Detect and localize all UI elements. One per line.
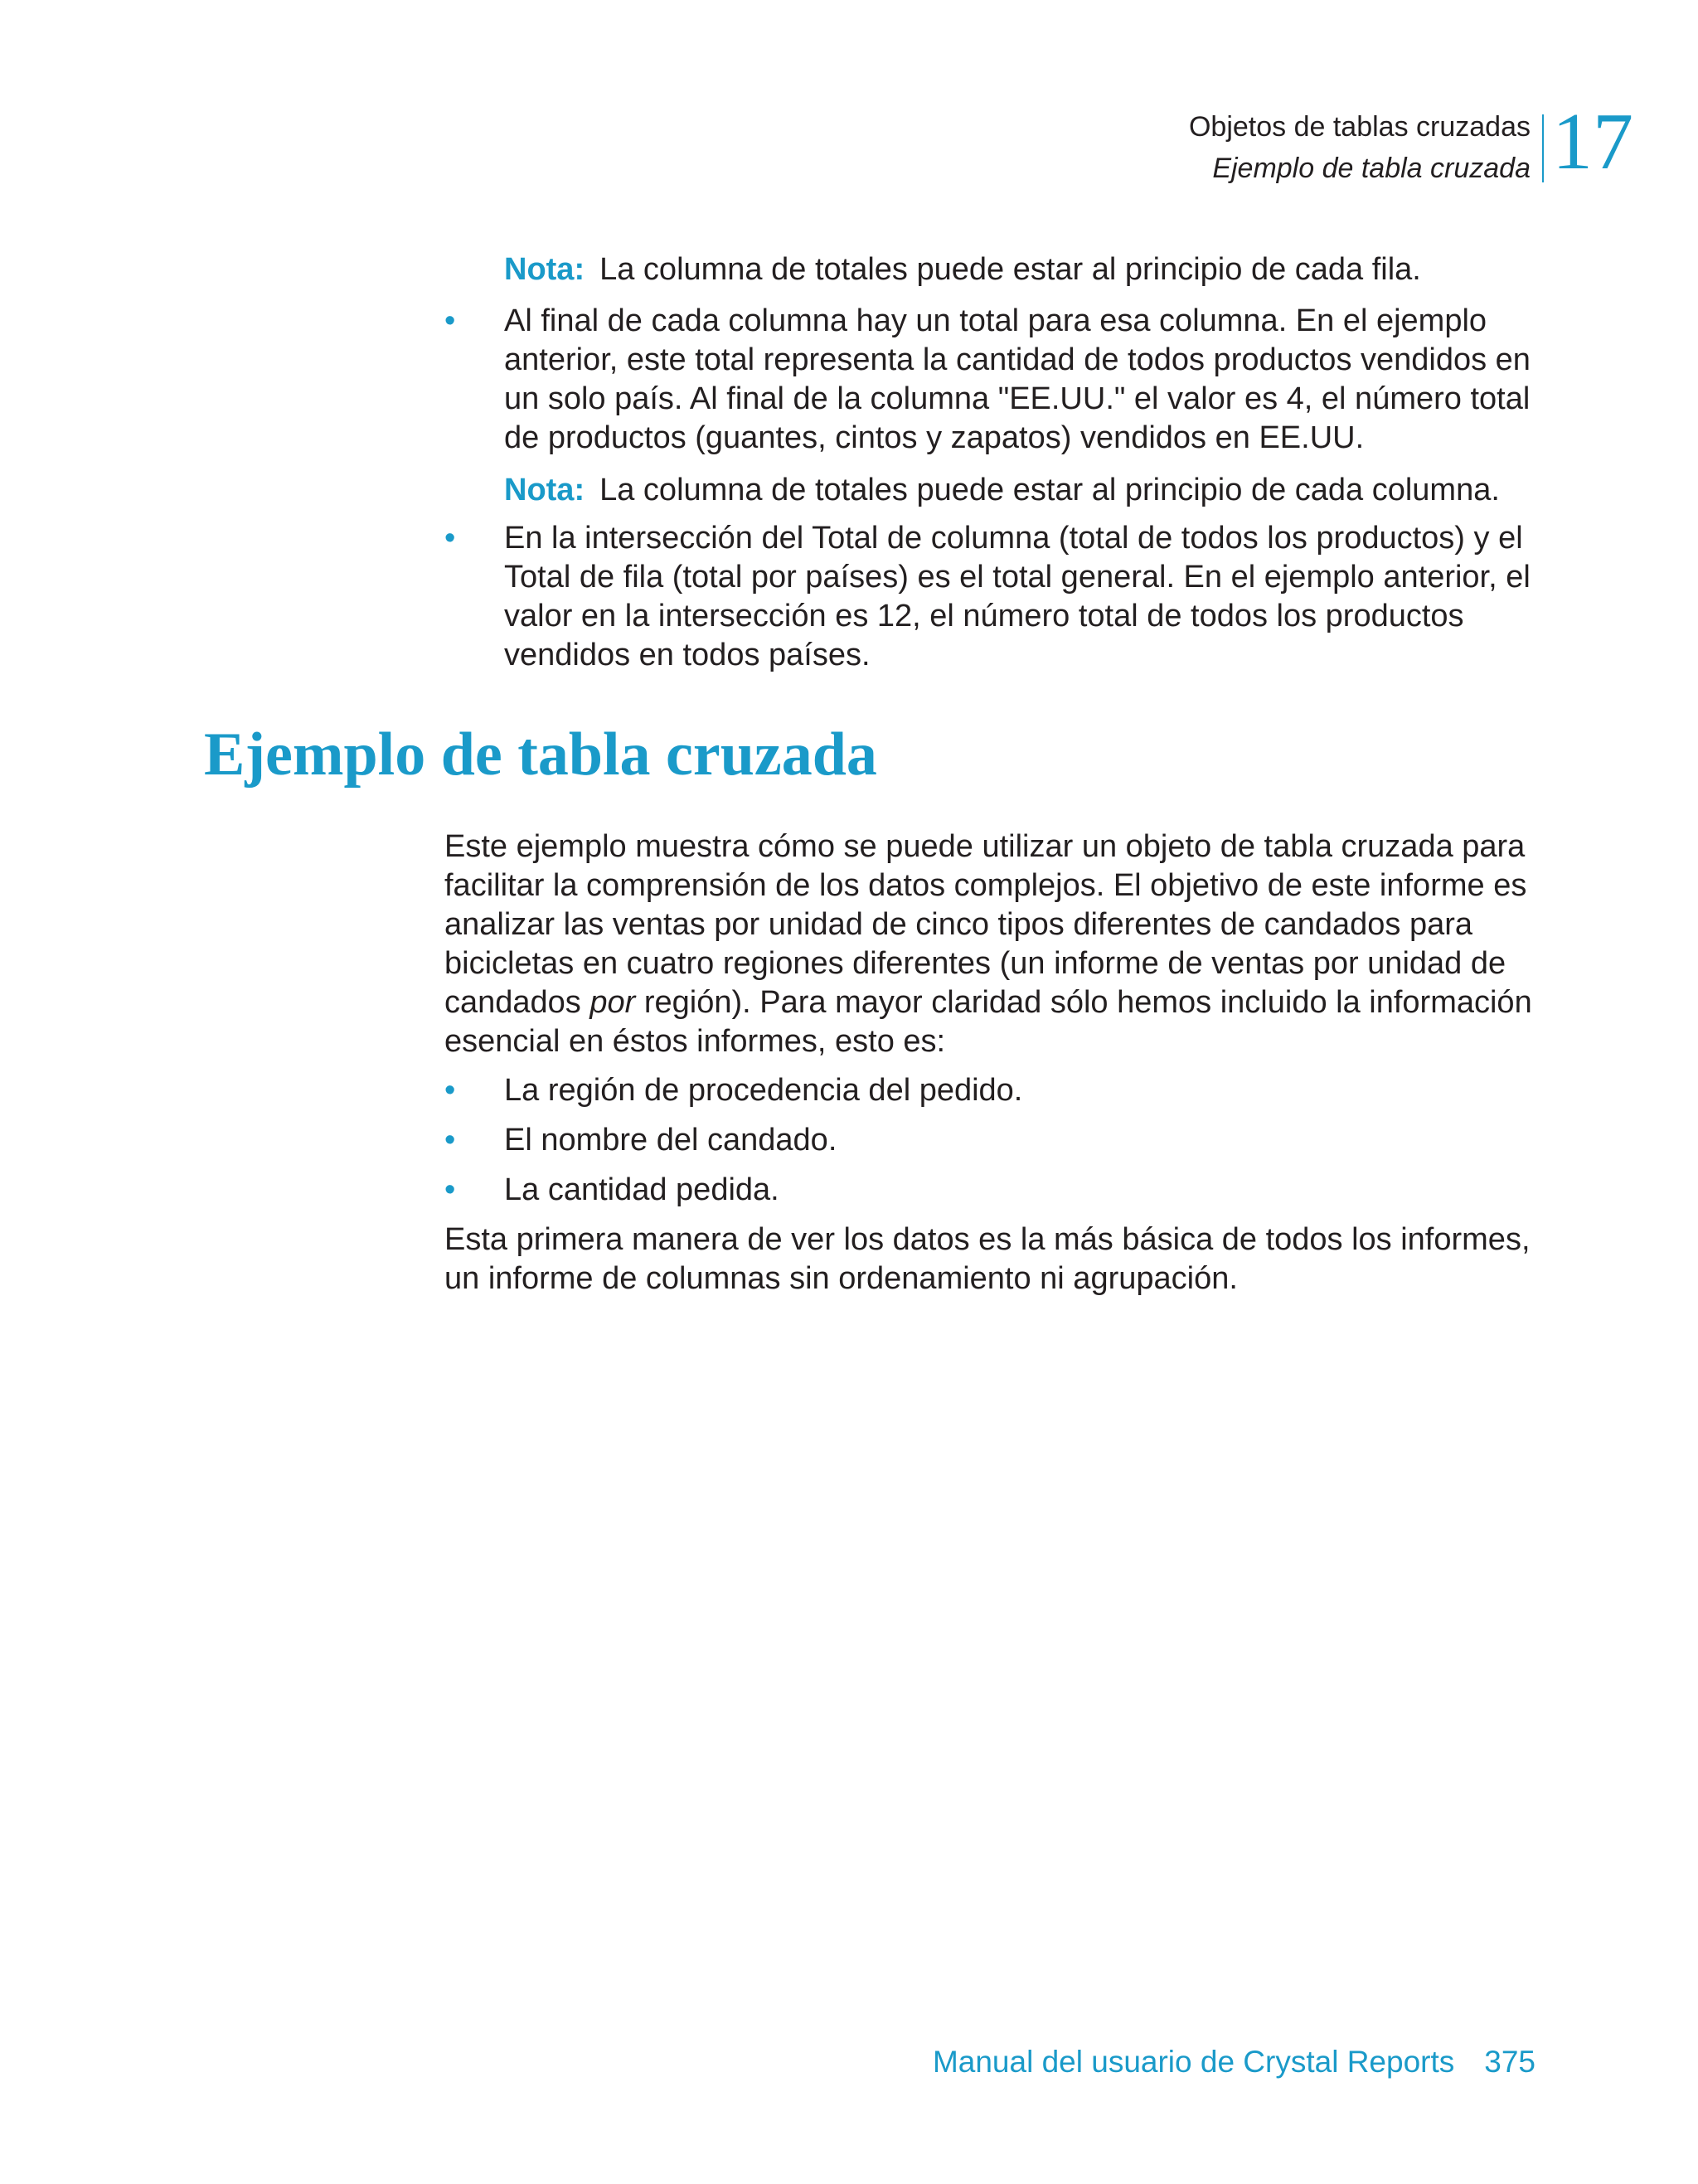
footer-manual-title: Manual del usuario de Crystal Reports [932,2045,1455,2079]
list-item [444,1121,1549,1160]
note-row [504,471,1549,510]
bullet-icon: • [444,521,456,556]
list-item-text: La región de procedencia del pedido. [504,1073,1023,1108]
bullet-icon: • [444,1172,456,1207]
bullet-icon: • [444,1073,456,1108]
intro-text-continued: región). Para mayor claridad sólo hemos incluido la información esencial en éstos informes, esto es: [444,985,1532,1059]
chapter-number: 17 [1552,97,1633,187]
bullet-icon: • [444,1123,456,1158]
intro-text: Este ejemplo muestra cómo se puede utilizar un objeto de tabla cruzada para facilitar la comprensión de los datos complejos. El objetivo de este informe es analizar las ventas por unidad de cinco tipos diferentes de candados para bicicletas en cuatro regiones diferentes (un informe de ventas por unidad de candados [444,829,1527,1020]
note-label: Nota: [504,473,585,507]
note-label: Nota: [504,252,585,287]
list-item-text: Al final de cada columna hay un total para esa columna. En el ejemplo anterior, este total representa la cantidad de todos productos vendidos en un solo país. Al final de la columna "EE.UU." el valor es 4, el número total de productos (guantes, cintos y zapatos) vendidos en EE.UU. [504,303,1531,455]
intro-paragraph [444,827,1555,1061]
section-heading: Ejemplo de tabla cruzada [204,721,877,789]
list-item [444,1171,1549,1210]
bullet-icon: • [444,303,456,338]
list-item [444,1071,1549,1110]
note-text: La columna de totales puede estar al principio de cada columna. [599,473,1500,507]
list-item-text: El nombre del candado. [504,1123,837,1158]
note-row [504,250,1549,289]
list-item [444,519,1549,675]
header-divider [1542,114,1544,182]
note-text: La columna de totales puede estar al principio de cada fila. [599,252,1421,287]
page-number: 375 [1484,2045,1535,2079]
header-chapter-title: Objetos de tablas cruzadas [1188,111,1531,143]
list-item [444,302,1549,458]
list-item-text: La cantidad pedida. [504,1172,779,1207]
intro-emphasis: por [589,985,636,1020]
page-footer [933,2041,1535,2083]
closing-paragraph: Esta primera manera de ver los datos es la más básica de todos los informes, un informe de columnas sin ordenamiento ni agrupación. [444,1222,1531,1296]
list-item-text: En la intersección del Total de columna (total de todos los productos) y el Total de fila (total por países) es el total general. En el ejemplo anterior, el valor en la intersección es 12, el número total de todos los productos vendidos en todos países. [504,521,1531,672]
running-header [1189,106,1531,189]
header-section-title: Ejemplo de tabla cruzada [1212,153,1531,184]
